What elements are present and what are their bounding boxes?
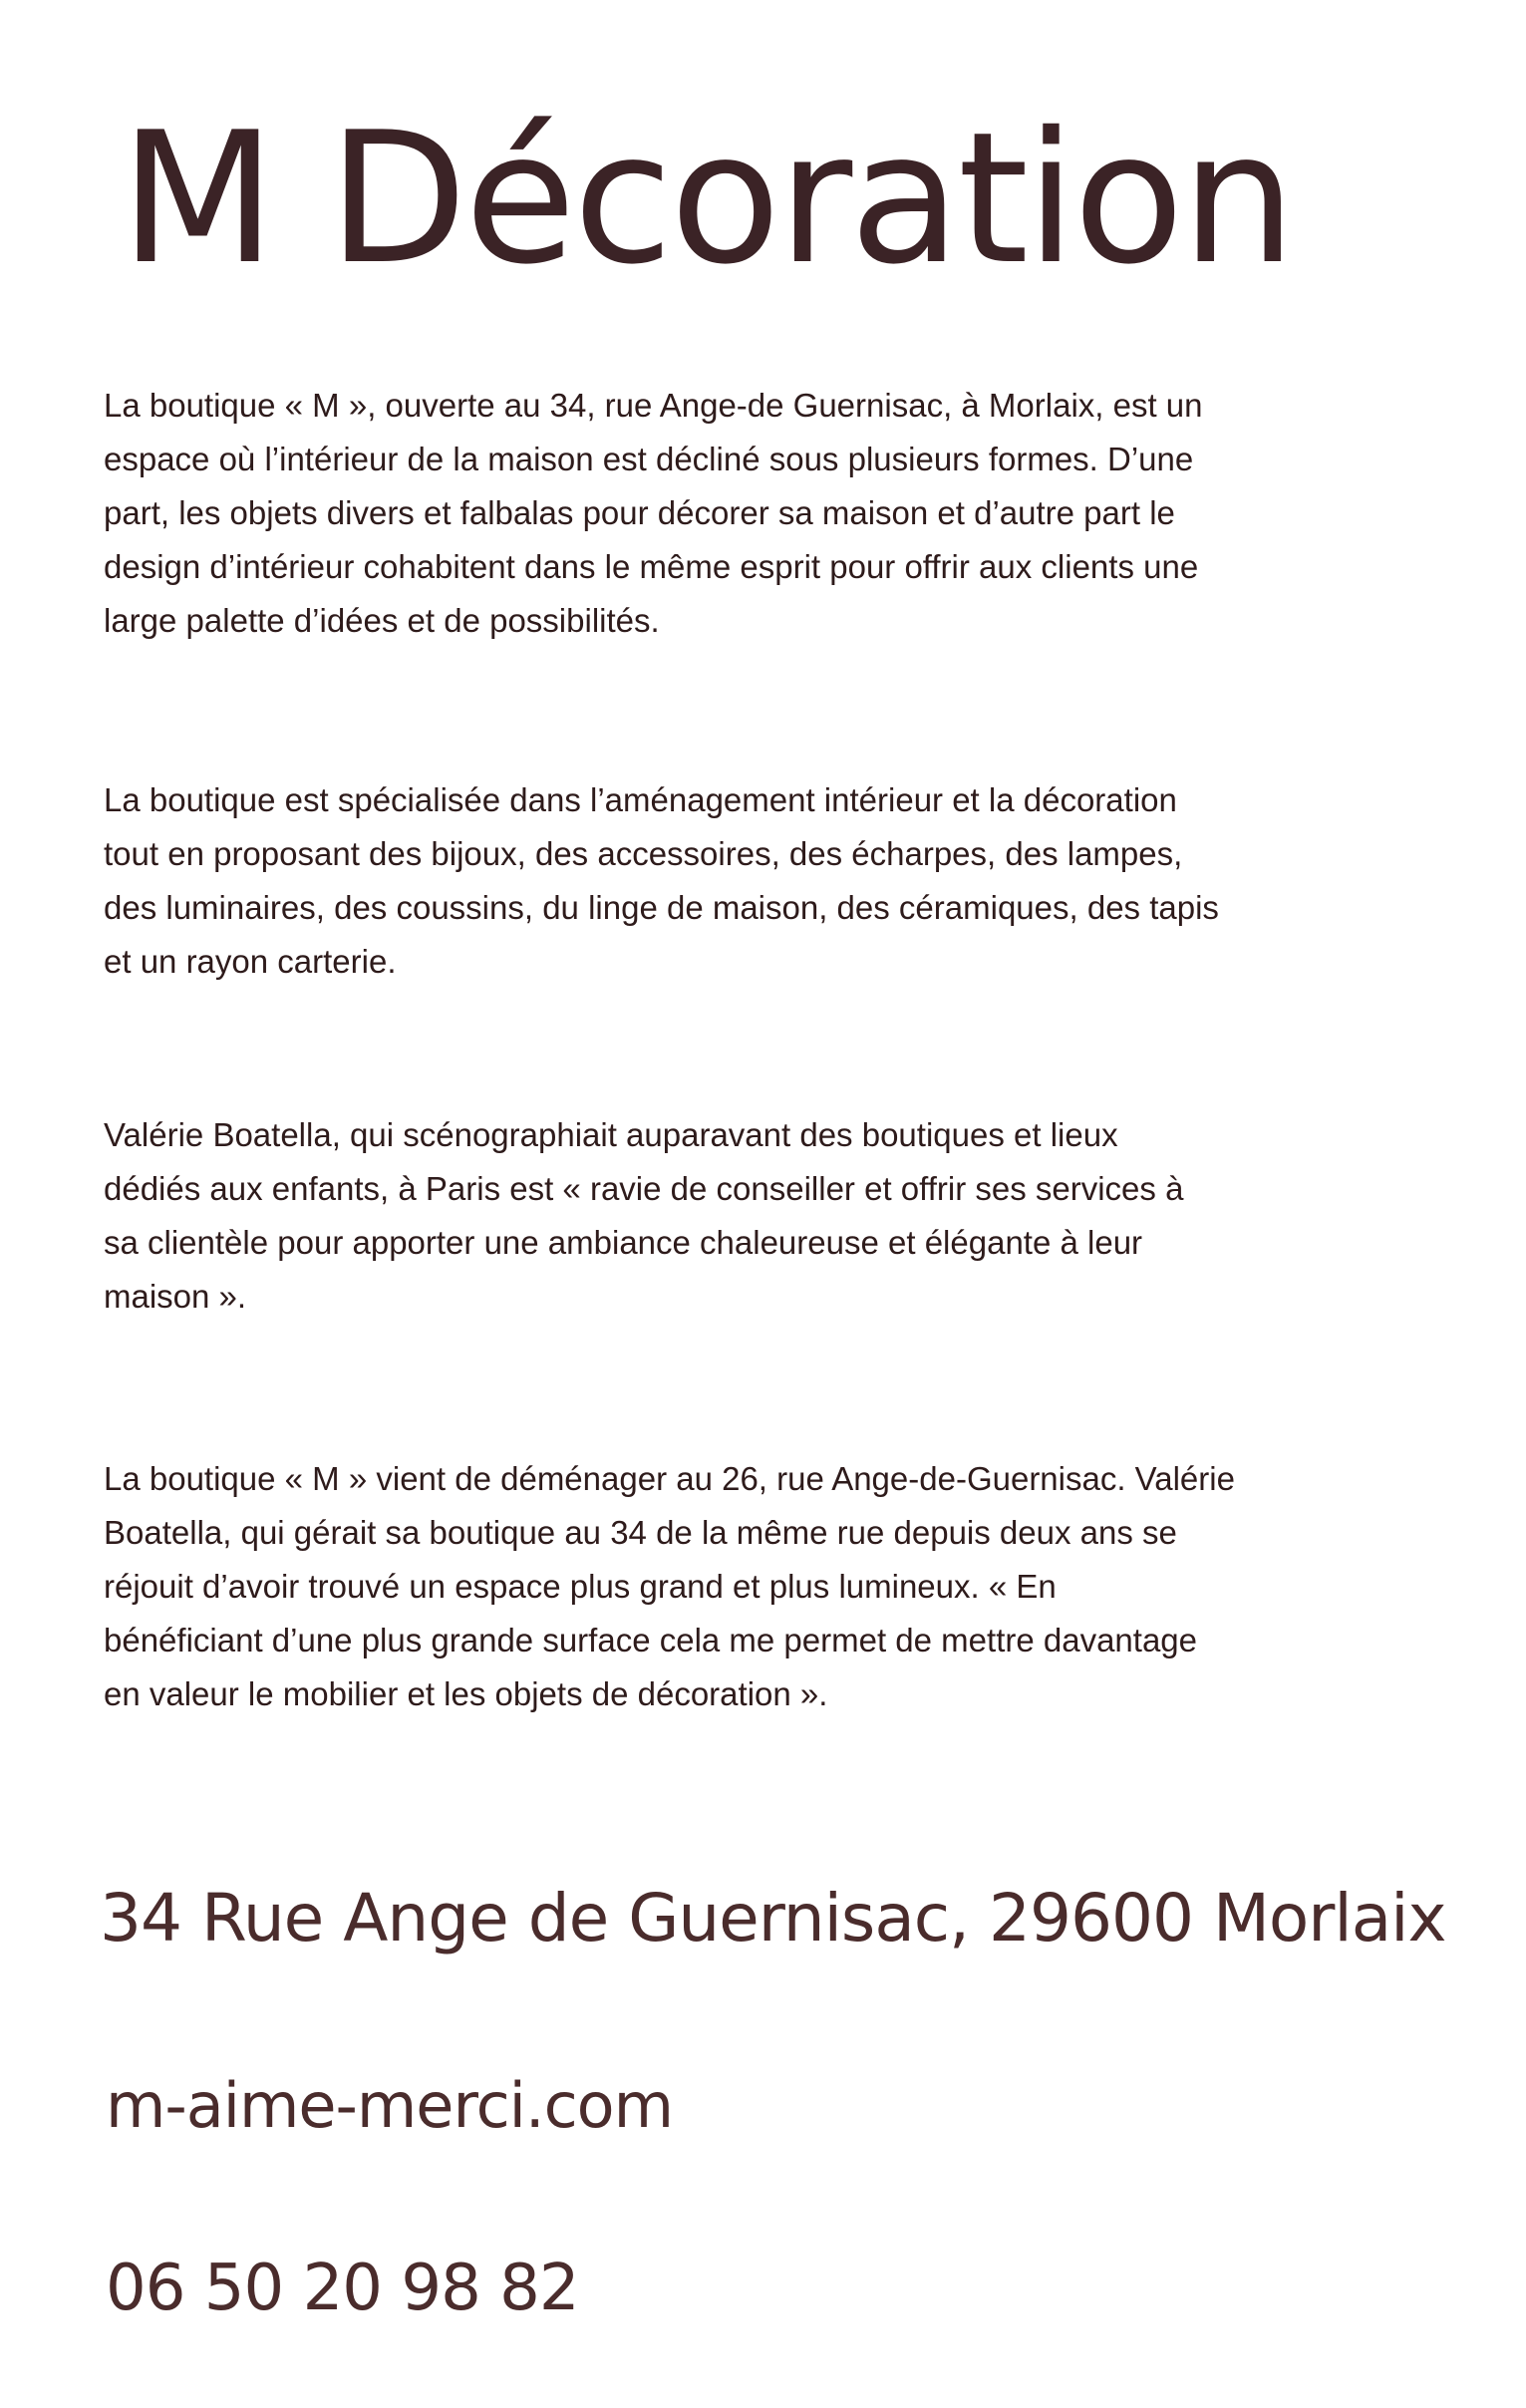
text-line: bénéficiant d’une plus grande surface cela me permet de mettre davantage <box>104 1622 1198 1658</box>
text-line: large palette d’idées et de possibilités. <box>104 602 660 639</box>
text-line: espace où l’intérieur de la maison est décliné sous plusieurs formes. D’une <box>104 441 1194 477</box>
paragraph-owner <box>104 1108 1360 1324</box>
text-line: en valeur le mobilier et les objets de décoration ». <box>104 1675 828 1712</box>
text-line: Boatella, qui gérait sa boutique au 34 de la même rue depuis deux ans se <box>104 1514 1177 1551</box>
paragraph-specialty <box>104 773 1360 989</box>
text-line: dédiés aux enfants, à Paris est « ravie de conseiller et offrir ses services à <box>104 1170 1184 1207</box>
text-line: Valérie Boatella, qui scénographiait auparavant des boutiques et lieux <box>104 1116 1118 1153</box>
text-line: design d’intérieur cohabitent dans le même esprit pour offrir aux clients une <box>104 548 1199 585</box>
text-line: des luminaires, des coussins, du linge de maison, des céramiques, des tapis <box>104 889 1219 926</box>
paragraph-intro <box>104 379 1360 648</box>
text-line: part, les objets divers et falbalas pour décorer sa maison et d’autre part le <box>104 494 1175 531</box>
text-line: sa clientèle pour apporter une ambiance chaleureuse et élégante à leur <box>104 1224 1143 1261</box>
phone-number[interactable]: 06 50 20 98 82 <box>106 2252 579 2325</box>
page-title: M Décoration <box>120 93 1294 304</box>
paragraph-move <box>104 1452 1360 1721</box>
website-link[interactable]: m-aime-merci.com <box>106 2069 674 2142</box>
text-line: réjouit d’avoir trouvé un espace plus grand et plus lumineux. « En <box>104 1568 1057 1605</box>
text-line: La boutique « M » vient de déménager au 26, rue Ange-de-Guernisac. Valérie <box>104 1460 1235 1497</box>
address: 34 Rue Ange de Guernisac, 29600 Morlaix <box>100 1880 1446 1956</box>
text-line: maison ». <box>104 1278 247 1315</box>
text-line: La boutique « M », ouverte au 34, rue Ange-de Guernisac, à Morlaix, est un <box>104 387 1203 424</box>
text-line: et un rayon carterie. <box>104 943 397 980</box>
text-line: tout en proposant des bijoux, des accessoires, des écharpes, des lampes, <box>104 835 1183 872</box>
text-line: La boutique est spécialisée dans l’aménagement intérieur et la décoration <box>104 781 1177 818</box>
